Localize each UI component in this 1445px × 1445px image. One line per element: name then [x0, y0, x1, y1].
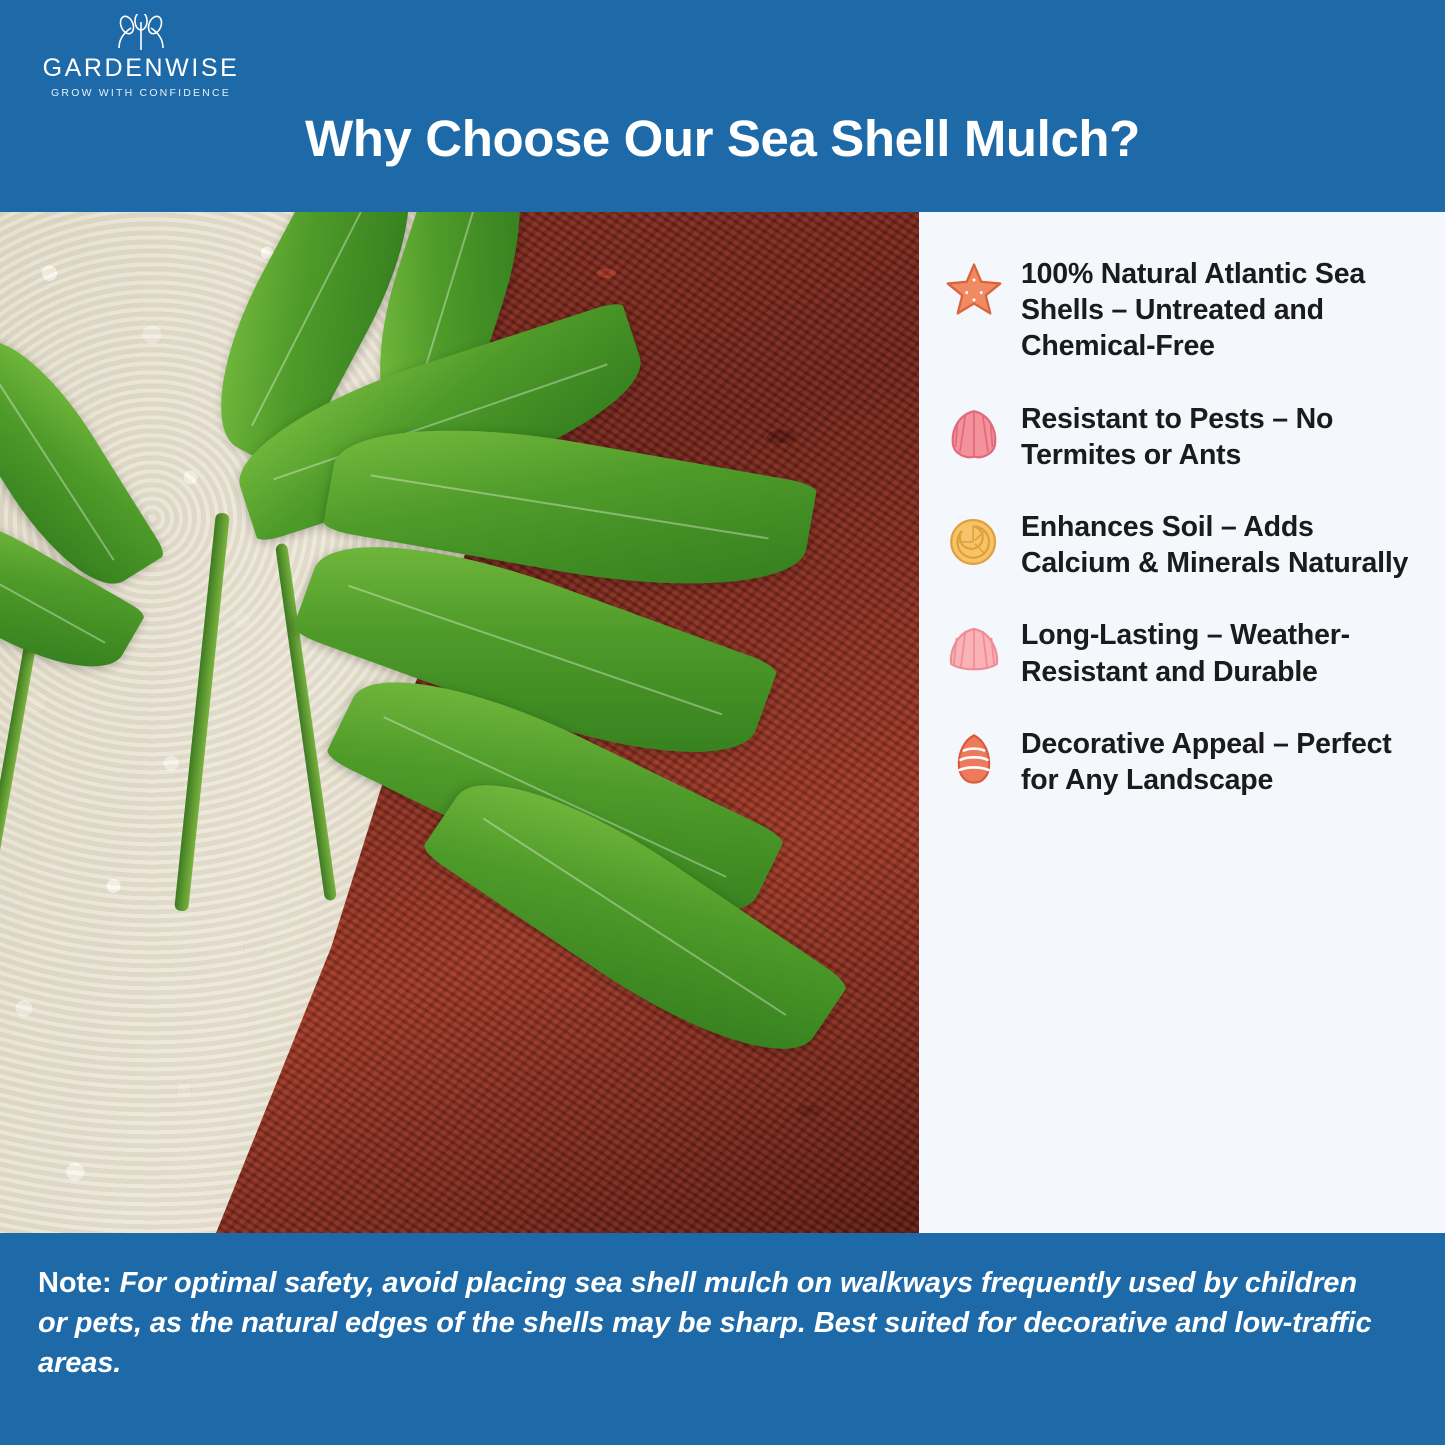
benefit-label: Resistant to Pests – No Termites or Ants — [1021, 402, 1334, 471]
header — [0, 0, 1445, 212]
brand-name: GARDENWISE — [42, 54, 240, 82]
footer-text-wrapper — [38, 1263, 1391, 1383]
nautilus-shell-icon — [941, 509, 1007, 575]
benefit-item — [941, 615, 1419, 689]
benefit-item — [941, 507, 1419, 581]
clam-shell-icon — [941, 401, 1007, 467]
benefits-list — [919, 212, 1445, 1233]
benefit-item — [941, 399, 1419, 473]
scallop-shell-icon — [941, 617, 1007, 683]
conch-shell-icon — [941, 726, 1007, 792]
benefit-label: Long-Lasting – Weather-Resistant and Durable — [1021, 619, 1350, 688]
page-title: Why Choose Our Sea Shell Mulch? — [305, 110, 1140, 167]
note-label: Note: — [38, 1267, 112, 1299]
brand-tagline: GROW WITH CONFIDENCE — [51, 87, 231, 99]
sprout-leaves-icon — [105, 14, 177, 54]
benefit-item — [941, 724, 1419, 798]
benefit-label: 100% Natural Atlantic Sea Shells – Untreated and Chemical-Free — [1021, 258, 1365, 363]
benefit-item — [941, 254, 1419, 365]
footer-note — [0, 1233, 1445, 1445]
content-row — [0, 212, 1445, 1233]
benefit-label: Enhances Soil – Adds Calcium & Minerals Naturally — [1021, 510, 1409, 580]
starfish-icon — [941, 256, 1007, 322]
benefit-label: Decorative Appeal – Perfect for Any Landscape — [1021, 727, 1392, 796]
brand-logo — [16, 14, 266, 99]
note-body: For optimal safety, avoid placing sea shell mulch on walkways frequently used by children or pets, as the natural edges of the shells may be sharp. Best suited for decorative and low-traffic areas. — [38, 1267, 1372, 1380]
sea-shell-mulch-garden-photo — [0, 212, 919, 1233]
